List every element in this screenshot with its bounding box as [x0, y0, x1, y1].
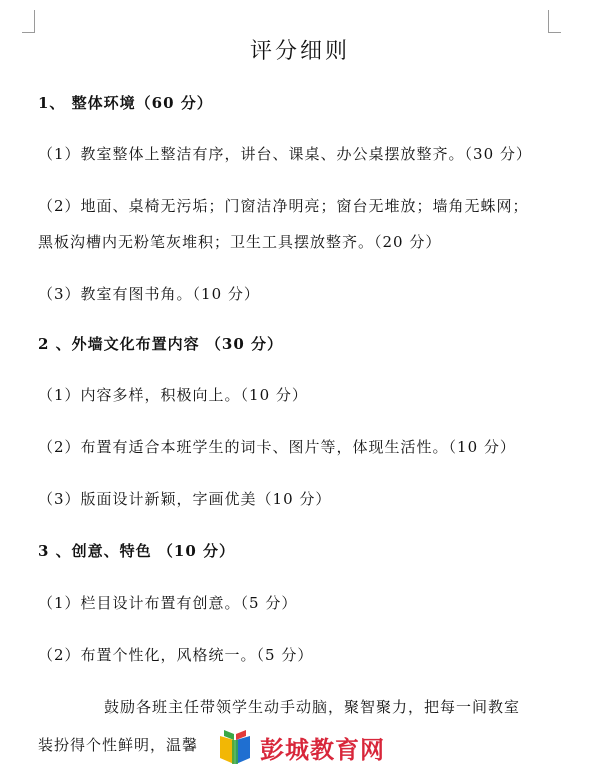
criterion-2-3: （3）版面设计新颖，字画优美（10 分） [38, 490, 332, 508]
criterion-3-1: （1）栏目设计布置有创意。（5 分） [38, 594, 298, 612]
section-heading-1: 1、 整体环境（60 分） [38, 94, 213, 112]
criterion-2-2: （2）布置有适合本班学生的词卡、图片等，体现生活性。（10 分） [38, 438, 516, 456]
page-corner-mark-left [22, 10, 35, 33]
section-heading-2: 2 、外墙文化布置内容 （30 分） [38, 335, 283, 353]
page-corner-mark-right [548, 10, 561, 33]
criterion-2-1: （1）内容多样，积极向上。（10 分） [38, 386, 308, 404]
watermark [212, 722, 400, 772]
closing-paragraph-line2: 装扮得个性鲜明，温馨 [38, 736, 199, 754]
criterion-1-1: （1）教室整体上整洁有序，讲台、课桌、办公桌摆放整齐。（30 分） [38, 145, 532, 163]
criterion-3-2: （2）布置个性化，风格统一。（5 分） [38, 646, 314, 664]
document-title: 评分细则 [249, 39, 350, 64]
watermark-text: 彭城教育网 [260, 736, 385, 764]
criterion-1-2-line2: 黑板沟槽内无粉笔灰堆积；卫生工具摆放整齐。（20 分） [38, 233, 442, 251]
criterion-1-3: （3）教室有图书角。（10 分） [38, 285, 260, 303]
criterion-1-2-line1: （2）地面、桌椅无污垢；门窗洁净明亮；窗台无堆放；墙角无蛛网； [38, 197, 529, 215]
section-heading-3: 3 、创意、特色 （10 分） [38, 542, 235, 560]
closing-paragraph-line1: 鼓励各班主任带领学生动手动脑，聚智聚力，把每一间教室 [104, 698, 521, 716]
book-logo-icon [216, 726, 254, 766]
